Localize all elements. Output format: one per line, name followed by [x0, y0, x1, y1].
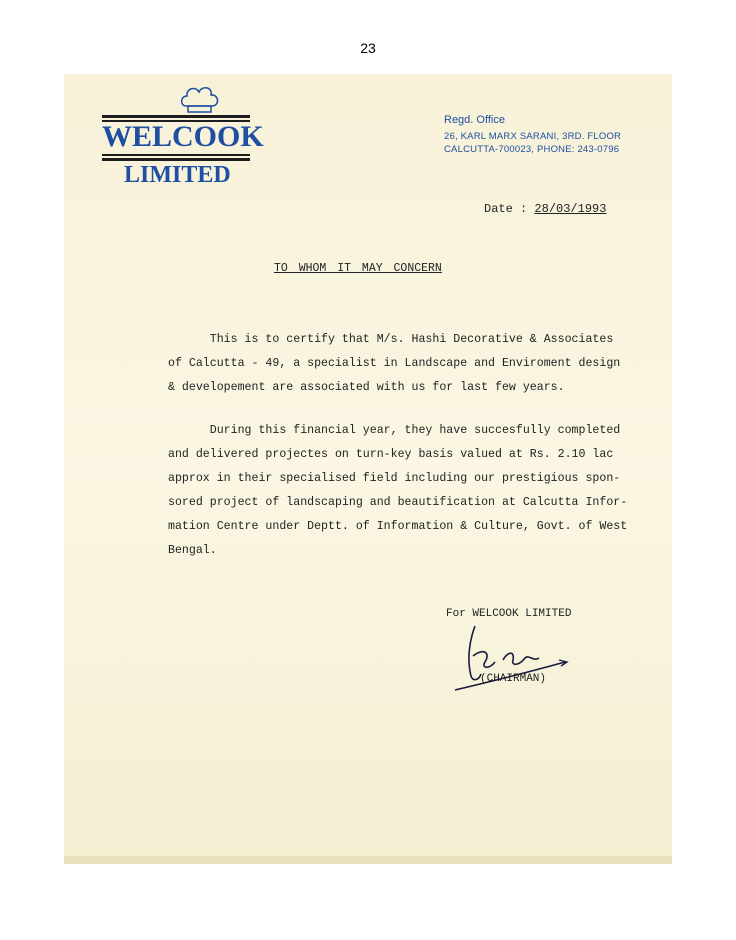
designation: (CHAIRMAN): [480, 673, 547, 685]
company-logo: [102, 84, 262, 194]
registered-office: [444, 114, 621, 156]
paragraph-line: & developement are associated with us for last few years.: [168, 381, 565, 394]
scanned-letter: [64, 74, 672, 864]
paragraph-line: mation Centre under Deptt. of Information & Culture, Govt. of West: [168, 520, 628, 533]
for-company-line: For WELCOOK LIMITED: [446, 608, 572, 620]
address-line1: 26, KARL MARX SARANI, 3RD. FLOOR: [444, 131, 622, 142]
paragraph-line: and delivered projectes on turn-key basis valued at Rs. 2.10 lac: [168, 448, 614, 461]
paragraph-line: During this financial year, they have succesfully completed: [168, 424, 621, 437]
company-name-line1: WELCOOK: [102, 120, 264, 153]
paragraph-line: sored project of landscaping and beautification at Calcutta Infor-: [168, 496, 628, 509]
chef-hat-icon: [178, 84, 222, 114]
letter-heading: TO WHOM IT MAY CONCERN: [274, 262, 442, 275]
page-number: 23: [360, 40, 376, 56]
office-title: Regd. Office: [444, 114, 505, 126]
paragraph-line: This is to certify that M/s. Hashi Decorative & Associates: [168, 333, 614, 346]
company-name-line2: LIMITED: [124, 162, 231, 188]
paragraph-line: Bengal.: [168, 544, 217, 557]
date-row: [484, 202, 606, 216]
paragraph-1: [168, 328, 648, 400]
date-label: Date :: [484, 202, 528, 216]
paragraph-2: [168, 419, 648, 563]
address-line2: CALCUTTA-700023, PHONE: 243-0796: [444, 144, 620, 155]
paragraph-line: of Calcutta - 49, a specialist in Landscape and Enviroment design: [168, 357, 621, 370]
date-value: 28/03/1993: [534, 202, 607, 216]
paragraph-line: approx in their specialised field including our prestigious spon-: [168, 472, 621, 485]
scan-edge: [64, 856, 672, 864]
